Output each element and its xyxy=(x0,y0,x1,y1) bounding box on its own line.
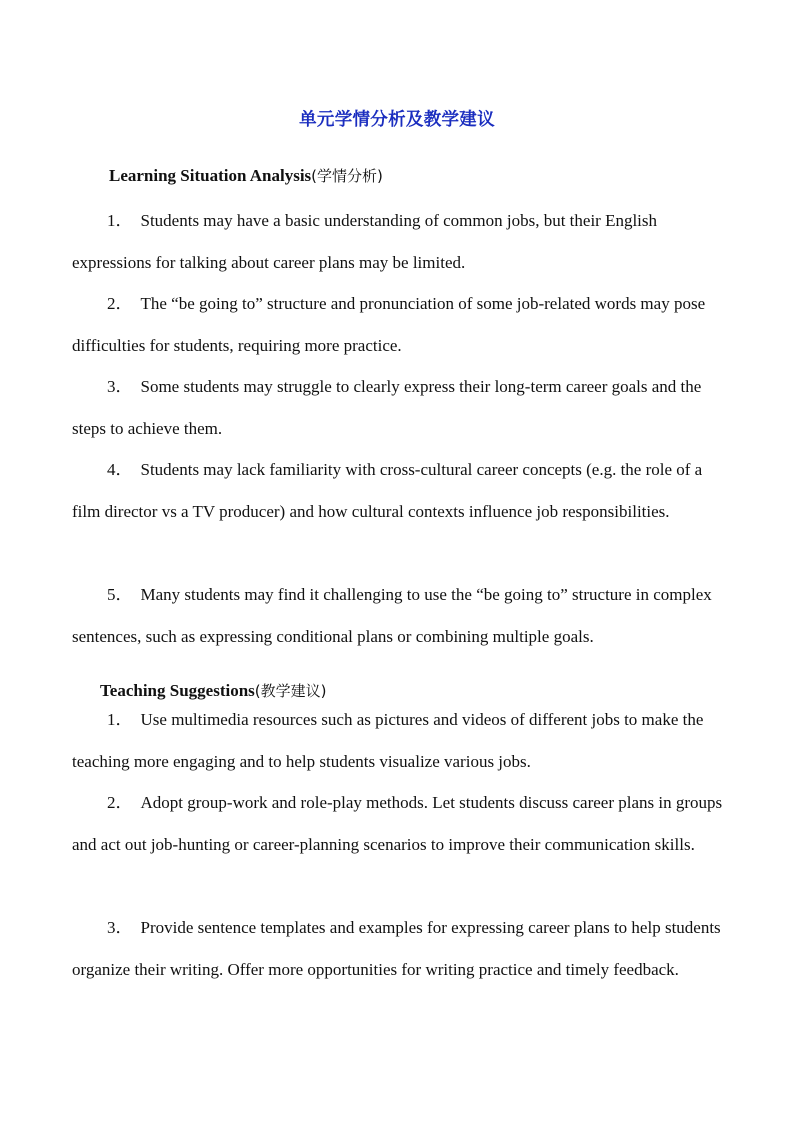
document-title: 单元学情分析及教学建议 xyxy=(299,110,495,130)
item-text: Students may have a basic understanding of common jobs, but their English expressions for talking about career plans may be limited. xyxy=(72,211,658,272)
item-number: 1． xyxy=(107,211,133,230)
item-text: The “be going to” structure and pronunciation of some job-related words may pose difficulties for students, requiring more practice. xyxy=(72,294,706,355)
section-heading-learning-situation xyxy=(109,165,383,186)
item-text: Some students may struggle to clearly express their long-term career goals and the steps to achieve them. xyxy=(72,377,702,438)
item-number: 3． xyxy=(107,918,133,937)
suggestion-item-2 xyxy=(72,782,724,865)
suggestion-item-3 xyxy=(72,907,724,990)
section-heading-text: Teaching Suggestions xyxy=(100,681,255,700)
item-number: 2． xyxy=(107,294,133,313)
item-text: Adopt group-work and role-play methods. Let students discuss career plans in groups and act out job-hunting or career-planning scenarios to improve their communication skills. xyxy=(72,793,723,854)
suggestion-item-1 xyxy=(72,699,724,782)
section-heading-cn: (学情分析) xyxy=(311,167,383,185)
item-text: Many students may find it challenging to use the “be going to” structure in complex sentences, such as expressing conditional plans or combining multiple goals. xyxy=(72,585,712,646)
section-heading-teaching-suggestions xyxy=(100,680,327,701)
section-heading-text: Learning Situation Analysis xyxy=(109,166,312,185)
analysis-item-4 xyxy=(72,449,724,532)
analysis-item-2 xyxy=(72,283,724,366)
section-heading-cn: (教学建议) xyxy=(254,682,327,700)
analysis-item-1 xyxy=(72,200,724,283)
item-text: Use multimedia resources such as pictures and videos of different jobs to make the teaching more engaging and to help students visualize various jobs. xyxy=(72,710,704,771)
item-text: Provide sentence templates and examples for expressing career plans to help students organize their writing. Offer more opportunities for writing practice and timely feedback. xyxy=(72,918,721,979)
analysis-item-3 xyxy=(72,366,724,449)
item-number: 1． xyxy=(107,710,133,729)
item-text: Students may lack familiarity with cross-cultural career concepts (e.g. the role of a film director vs a TV producer) and how cultural contexts influence job responsibilities. xyxy=(72,460,703,521)
item-number: 4． xyxy=(107,460,133,479)
item-number: 2． xyxy=(107,793,133,812)
item-number: 3． xyxy=(107,377,133,396)
analysis-item-5 xyxy=(72,574,724,657)
item-number: 5． xyxy=(107,585,133,604)
